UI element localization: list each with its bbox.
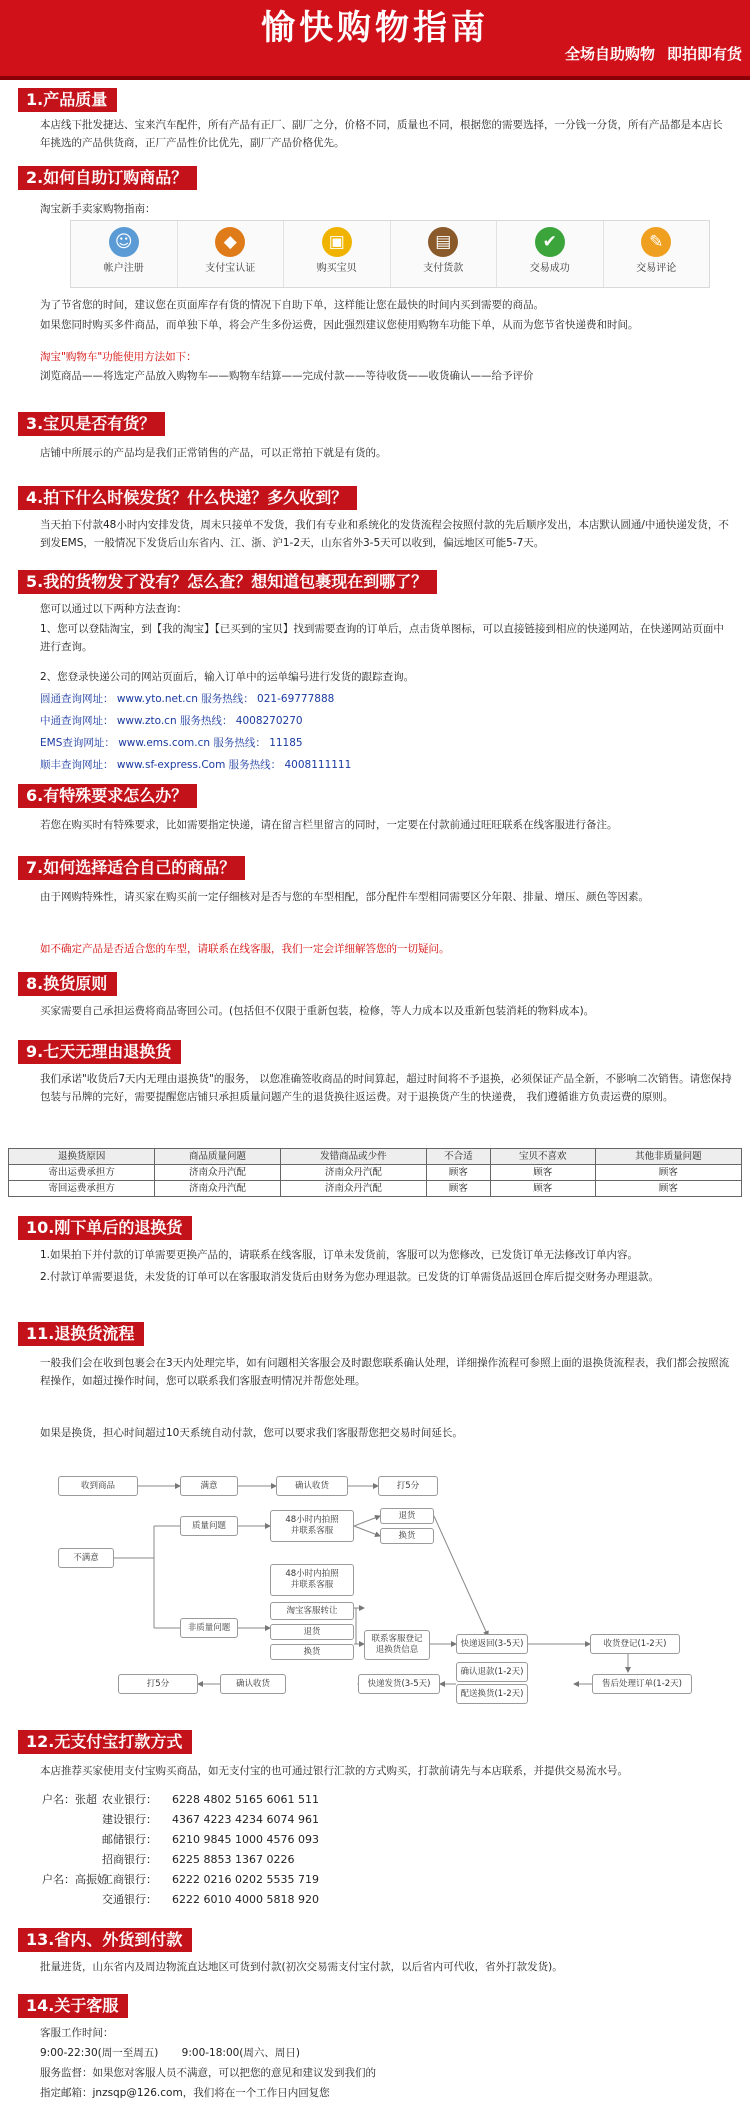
header-subtitle (565, 44, 742, 64)
section-2-para-1: 为了节省您的时间，建议您在页面库存有货的情况下自助下单，这样能让您在最快的时间内买到需要的商品。 (40, 299, 544, 311)
section-4-title: 4.拍下什么时候发货？什么快递？多久收到？ (18, 486, 357, 510)
page-title: 愉快购物指南 (261, 8, 489, 48)
bank-name: 邮储银行： (102, 1833, 157, 1846)
account-number: 6222 6010 4000 5818 920 (172, 1893, 319, 1906)
section-3-text: 店铺中所展示的产品均是我们正常销售的产品，可以正常拍下就是有货的。 (40, 447, 387, 459)
table-cell: 顾客 (595, 1165, 741, 1181)
section-1-text: 本店线下批发捷达、宝来汽车配件，所有产品有正厂、副厂之分，价格不同，质量也不同，根据您的需要选择，一分钱一分货，所有产品都是本店长年挑选的产品供货商，正厂产品性价比优先，副厂产品价格优先。 (40, 119, 723, 149)
purchase-step (391, 221, 498, 287)
table-header-cell: 发错商品或少件 (280, 1149, 426, 1165)
service-email[interactable]: 指定邮箱：jnzsqp@126.com，我们将在一个工作日内回复您 (40, 2087, 330, 2099)
flow-after-sales-order: 售后处理订单(1-2天) (592, 1674, 692, 1694)
cart-usage-flow: 浏览商品——将选定产品放入购物车——购物车结算——完成付款——等待收货——收货确认——给予评价 (40, 370, 534, 382)
section-6-text: 若您在购买时有特殊要求，比如需要指定快递，请在留言栏里留言的同时，一定要在付款前通过旺旺联系在线客服进行备注。 (40, 819, 618, 831)
tracking-link-sf[interactable]: 顺丰查询网址： www.sf-express.Com 服务热线： 4008111111 (40, 759, 352, 771)
table-cell: 济南众丹汽配 (155, 1165, 281, 1181)
section-11-text: 一般我们会在收到包裹会在3天内处理完毕，如有问题相关客服会及时跟您联系确认处理，详细操作流程可参照上面的退换货流程表，我们都会按照流程操作，如超过操作时间，您可以联系我们客服查明情况并帮您处理。 (40, 1357, 730, 1387)
header-subtitle-1: 全场自助购物 (564, 45, 655, 63)
bank-account-row (42, 1790, 319, 1810)
purchase-step-label: 支付宝认证 (205, 263, 256, 274)
section-13-title: 13.省内、外货到付款 (18, 1928, 192, 1952)
table-header-cell: 不合适 (426, 1149, 490, 1165)
section-12-title: 12.无支付宝打款方式 (18, 1730, 192, 1754)
purchase-step-label: 帐户注册 (103, 263, 144, 274)
section-7-note: 如不确定产品是否适合您的车型，请联系在线客服，我们一定会详细解答您的一切疑问。 (40, 943, 450, 955)
table-row (9, 1165, 742, 1181)
flow-return-1: 退货 (380, 1508, 434, 1524)
purchase-guide-label: 淘宝新手卖家购物指南： (40, 203, 156, 215)
table-cell: 寄出运费承担方 (9, 1165, 155, 1181)
section-10-item-1: 1.如果拍下并付款的订单需要更换产品的，请联系在线客服，订单未发货前，客服可以为您修改，已发货订单无法修改订单内容。 (40, 1249, 639, 1261)
flow-confirm-receipt-final: 确认收货 (220, 1674, 286, 1694)
bank-account-row (42, 1850, 319, 1870)
section-2-title: 2.如何自助订购商品？ (18, 166, 197, 190)
flow-quality-issue: 质量问题 (180, 1516, 238, 1536)
section-13-text: 批量进货，山东省内及周边物流直达地区可货到付款(初次交易需支付宝付款，以后省内可代收，省外打款发货)。 (40, 1961, 563, 1973)
purchase-step (604, 221, 710, 287)
flow-non-quality-issue: 非质量问题 (180, 1618, 238, 1638)
purchase-step (178, 221, 285, 287)
section-5-title: 5.我的货物发了没有？怎么查？想知道包裹现在到哪了？ (18, 570, 437, 594)
flowchart-connectors (58, 1472, 710, 1704)
purchase-step-label: 交易成功 (529, 263, 570, 274)
section-2-para-2: 如果您同时购买多件商品，而单独下单，将会产生多份运费，因此强烈建议您使用购物车功能下单，从而为您节省快递费和时间。 (40, 319, 639, 331)
table-cell: 济南众丹汽配 (280, 1181, 426, 1197)
section-8-text: 买家需要自己承担运费将商品寄回公司。(包括但不仅限于重新包装，检修，等人力成本以及重新包装消耗的物料成本)。 (40, 1005, 595, 1017)
account-number: 6222 0216 0202 5535 719 (172, 1873, 319, 1886)
table-header-row (9, 1149, 742, 1165)
tracking-method-2: 2、您登录快递公司的网站页面后，输入订单中的运单编号进行发货的跟踪查询。 (40, 671, 415, 683)
service-supervision: 服务监督：如果您对客服人员不满意，可以把您的意见和建议发到我们的 (40, 2067, 376, 2079)
flow-exchange-1: 换货 (380, 1528, 434, 1544)
service-hours-label: 客服工作时间： (40, 2027, 114, 2039)
purchase-step (497, 221, 604, 287)
bank-account-row (42, 1830, 319, 1850)
flow-photo-contact-1: 48小时内拍照 并联系客服 (270, 1510, 354, 1542)
table-cell: 顾客 (490, 1181, 595, 1197)
purchase-step-label: 支付货款 (423, 263, 464, 274)
flow-rate-5-final: 打5分 (118, 1674, 198, 1694)
purchase-step-label: 购买宝贝 (316, 263, 357, 274)
section-8-title: 8.换货原则 (18, 972, 117, 996)
header-subtitle-2: 即拍即有货 (666, 45, 742, 63)
table-cell: 济南众丹汽配 (155, 1181, 281, 1197)
flow-satisfied: 满意 (180, 1476, 238, 1496)
flow-receive-goods: 收到商品 (58, 1476, 138, 1496)
section-6-title: 6.有特殊要求怎么办？ (18, 784, 197, 808)
purchase-step (284, 221, 391, 287)
section-12-text: 本店推荐买家使用支付宝购买商品，如无支付宝的也可通过银行汇款的方式购买，打款前请先与本店联系，并提供交易流水号。 (40, 1765, 628, 1777)
account-number: 6210 9845 1000 4576 093 (172, 1833, 319, 1846)
tracking-intro: 您可以通过以下两种方法查询： (40, 603, 187, 615)
bank-accounts (42, 1790, 319, 1910)
section-10-title: 10.刚下单后的退换货 (18, 1216, 192, 1240)
wallet-icon: ▤ (428, 227, 458, 257)
section-11-title: 11.退换货流程 (18, 1322, 144, 1346)
flow-exchange-2: 换货 (270, 1644, 354, 1660)
table-cell: 顾客 (490, 1165, 595, 1181)
flow-receipt-register: 收货登记(1-2天) (590, 1634, 680, 1654)
tracking-link-zto[interactable]: 中通查询网址： www.zto.cn 服务热线： 4008270270 (40, 715, 303, 727)
account-number: 6225 8853 1367 0226 (172, 1853, 295, 1866)
purchase-step-label: 交易评论 (636, 263, 677, 274)
cart-usage-title: 淘宝"购物车"功能使用方法如下： (40, 351, 197, 363)
flow-confirm-receipt: 确认收货 (276, 1476, 348, 1496)
bank-account-row (42, 1810, 319, 1830)
table-header-cell: 商品质量问题 (155, 1149, 281, 1165)
table-header-cell: 其他非质量问题 (595, 1149, 741, 1165)
flow-return-2: 退货 (270, 1624, 354, 1640)
table-cell: 顾客 (595, 1181, 741, 1197)
account-holder (42, 1850, 102, 1870)
shopping-bag-icon: ▣ (322, 227, 352, 257)
table-cell: 顾客 (426, 1181, 490, 1197)
flow-service-register: 联系客服登记 退换货信息 (364, 1630, 430, 1660)
account-holder (42, 1890, 102, 1910)
bank-name: 建设银行： (102, 1813, 157, 1826)
bank-name: 工商银行： (102, 1873, 157, 1886)
account-holder (42, 1830, 102, 1850)
flow-deliver-exchange: 配送换货(1-2天) (456, 1684, 528, 1704)
purchase-step (71, 221, 178, 287)
flow-taobao-transfer: 淘宝客服转让 (270, 1602, 354, 1620)
account-holder (42, 1810, 102, 1830)
table-cell: 寄回运费承担方 (9, 1181, 155, 1197)
user-icon: ☺ (109, 227, 139, 257)
section-9-text: 我们承诺"收货后7天内无理由退换货"的服务， 以您准确签收商品的时间算起，超过时间将不予退换，必须保证产品全新，不影响二次销售。请您保持包装与吊牌的完好，需要提醒您店铺只承担质量问题产生的退货换往返运费。对于退换货产生的快递费， 我们遵循谁方负责运费的原则。 (40, 1073, 732, 1103)
section-14-title: 14.关于客服 (18, 1994, 128, 2018)
comment-icon: ✎ (641, 227, 671, 257)
flow-courier-ship: 快递发货(3-5天) (358, 1674, 440, 1694)
shield-icon: ◆ (215, 227, 245, 257)
account-holder: 户名：张超 (42, 1793, 97, 1806)
table-header-cell: 宝贝不喜欢 (490, 1149, 595, 1165)
flow-courier-return: 快递返回(3-5天) (456, 1634, 528, 1654)
flow-photo-contact-2: 48小时内拍照 并联系客服 (270, 1564, 354, 1596)
tracking-link-yto[interactable]: 圆通查询网址： www.yto.net.cn 服务热线： 021-69777888 (40, 693, 335, 705)
table-cell: 济南众丹汽配 (280, 1165, 426, 1181)
table-row (9, 1181, 742, 1197)
bank-account-row (42, 1890, 319, 1910)
header-banner (0, 0, 750, 80)
section-4-text: 当天拍下付款48小时内安排发货，周末只接单不发货，我们有专业和系统化的发货流程会按照付款的先后顺序发出，本店默认圆通/中通快递发货，不到发EMS，一般情况下发货后山东省内、江、浙、沪1-2天，山东省外3-5天可以收到，偏远地区可能5-7天。 (40, 519, 729, 549)
section-10-item-2: 2.付款订单需要退货，未发货的订单可以在客服取消发货后由财务为您办理退款。已发货的订单需货品返回仓库后提交财务办理退款。 (40, 1271, 660, 1283)
tracking-method-1: 1、您可以登陆淘宝，到【我的淘宝】【已买到的宝贝】找到需要查询的订单后，点击货单图标，可以直接链接到相应的快递网站，在快递网站页面中进行查询。 (40, 623, 724, 653)
section-1-title: 1.产品质量 (18, 88, 117, 112)
table-header-cell: 退换货原因 (9, 1149, 155, 1165)
return-process-flowchart (58, 1472, 710, 1704)
bank-account-row (42, 1870, 319, 1890)
account-number: 6228 4802 5165 6061 511 (172, 1793, 319, 1806)
flow-rate-5: 打5分 (378, 1476, 438, 1496)
section-11-note: 如果是换货，担心时间超过10天系统自动付款，您可以要求我们客服帮您把交易时间延长。 (40, 1427, 463, 1439)
bank-name: 农业银行： (102, 1793, 157, 1806)
section-7-title: 7.如何选择适合自己的商品？ (18, 856, 245, 880)
section-3-title: 3.宝贝是否有货？ (18, 412, 165, 436)
section-9-title: 9.七天无理由退换货 (18, 1040, 181, 1064)
purchase-steps-bar (70, 220, 710, 288)
return-shipping-table (8, 1148, 742, 1197)
bank-name: 交通银行： (102, 1893, 157, 1906)
table-cell: 顾客 (426, 1165, 490, 1181)
account-number: 4367 4223 4234 6074 961 (172, 1813, 319, 1826)
bank-name: 招商银行： (102, 1853, 157, 1866)
account-holder: 户名：高振娇 (42, 1873, 108, 1886)
tracking-link-ems[interactable]: EMS查询网址： www.ems.com.cn 服务热线： 11185 (40, 737, 303, 749)
section-7-text: 由于网购特殊性，请买家在购买前一定仔细核对是否与您的车型相配，部分配件车型相同需要区分年限、排量、增压、颜色等因素。 (40, 891, 649, 903)
checkmark-icon: ✔ (535, 227, 565, 257)
service-hours: 9:00-22:30(周一至周五) 9:00-18:00(周六、周日) (40, 2047, 301, 2059)
flow-unsatisfied: 不满意 (58, 1548, 114, 1568)
flow-confirm-refund: 确认退款(1-2天) (456, 1662, 528, 1682)
